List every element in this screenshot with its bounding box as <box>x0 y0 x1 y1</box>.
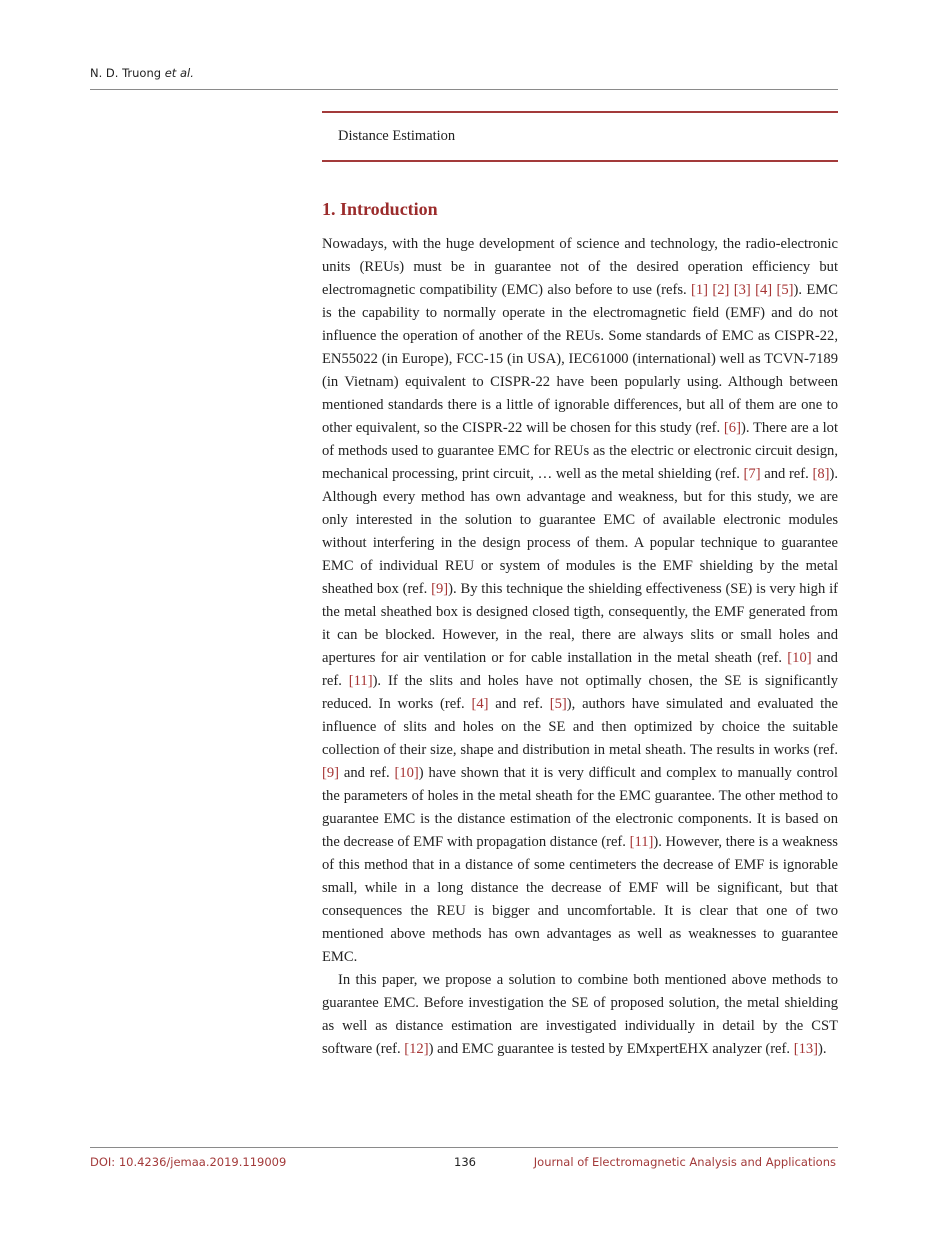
citation-link[interactable]: [13] <box>793 1041 819 1057</box>
doi-link[interactable]: DOI: 10.4236/jemaa.2019.119009 <box>90 1155 287 1169</box>
citation-link[interactable]: [9] <box>322 765 340 781</box>
section-title: 1. Introduction <box>322 199 438 219</box>
keywords-bottom-rule <box>322 160 838 162</box>
paragraph-text: ). If the slits and holes have not optimally chosen, the SE is significantly reduced. In works (ref. <box>322 673 838 712</box>
paragraph-text: ) and EMC guarantee is tested by EMxpertEHX analyzer (ref. <box>428 1041 794 1057</box>
paragraph-text: In this paper, we propose a solution to combine both mentioned above methods to guarantee EMC. Before investigation the SE of proposed solution, the metal shielding as well as distance estimation are investigated individually in detail by the CST software (ref. <box>322 972 838 1057</box>
keywords-top-rule <box>322 111 838 113</box>
citation-link[interactable]: [8] <box>812 466 830 482</box>
citation-link[interactable]: [10] <box>787 650 812 666</box>
paragraph-text: and ref. <box>339 765 395 781</box>
citation-link[interactable]: [1] <box>691 282 709 298</box>
citation-link[interactable]: [11] <box>348 673 373 689</box>
citation-link[interactable]: [3] <box>733 282 751 298</box>
page-number: 136 <box>454 1155 476 1169</box>
keywords-text: Distance Estimation <box>338 128 456 144</box>
citation-link[interactable]: [10] <box>394 765 419 781</box>
paragraph-text: and ref. <box>322 650 838 689</box>
citation-link[interactable]: [2] <box>712 282 730 298</box>
paragraph-text: ). By this technique the shielding effectiveness (SE) is very high if the metal sheathed box is designed closed tigth, consequently, the EMF generated from it can be blocked. However, in the real, there are always slits or small holes and apertures for air ventilation or for cable installation in the metal sheath (ref. <box>322 581 838 666</box>
citation-link[interactable]: [5] <box>549 696 567 712</box>
paragraph-text: ). EMC is the capability to normally operate in the electromagnetic field (EMF) and do not influence the operation of another of the REUs. Some standards of EMC as CISPR-22, EN55022 (in Europe), FCC-15 (in USA), IEC61000 (international) well as TCVN-7189 (in Vietnam) equivalent to CISPR-22 have been popularly using. Although between mentioned standards there is a little of ignorable differences, but all of them are one to other equivalent, so the CISPR-22 will be chosen for this study (ref. <box>322 282 838 436</box>
paragraph <box>322 969 838 1061</box>
body-text <box>322 233 838 1061</box>
citation-link[interactable]: [4] <box>471 696 489 712</box>
journal-name[interactable]: Journal of Electromagnetic Analysis and Applications <box>533 1155 836 1169</box>
header-authors: N. D. Truong <box>90 66 162 80</box>
citation-link[interactable]: [6] <box>723 420 741 436</box>
paragraph-text: Nowadays, with the huge development of science and technology, the radio-electronic units (REUs) must be in guarantee not of the desired operation efficiency but electromagnetic compatibility (EMC) also before to use (refs. <box>322 236 838 298</box>
paragraph-text: ). Although every method has own advantage and weakness, but for this study, we are only interested in the solution to guarantee EMC of available electronic modules without interfering in the design process of them. A popular technique to guarantee EMC of individual REU or system of modules is the EMF shielding by the metal sheathed box (ref. <box>322 466 838 597</box>
citation-link[interactable]: [11] <box>629 834 654 850</box>
footer-divider <box>90 1147 838 1148</box>
citation-link[interactable]: [4] <box>755 282 773 298</box>
paragraph-text: ) have shown that it is very difficult and complex to manually control the parameters of holes in the metal sheath for the EMC guarantee. The other method to guarantee EMC is the distance estimation of the electronic components. It is based on the decrease of EMF with propagation distance (ref. <box>322 765 838 850</box>
citation-link[interactable]: [5] <box>776 282 794 298</box>
header-divider <box>90 89 838 90</box>
citation-link[interactable]: [9] <box>431 581 449 597</box>
header-etal: et al. <box>164 66 194 80</box>
paragraph-text: ). However, there is a weakness of this method that in a distance of some centimeters the decrease of EMF is ignorable small, while in a long distance the decrease of EMF will be significant, but that consequences the REU is bigger and uncomfortable. It is clear that one of two mentioned above methods has own advantages as well as weaknesses to guarantee EMC. <box>322 834 838 965</box>
paragraph-text: ). There are a lot of methods used to guarantee EMC for REUs as the electric or electronic circuit design, mechanical processing, print circuit, … well as the metal shielding (ref. <box>322 420 839 482</box>
paragraph-text: and ref. <box>760 466 813 482</box>
paragraph-text: and ref. <box>488 696 550 712</box>
citation-link[interactable]: [7] <box>743 466 761 482</box>
paragraph <box>322 233 838 969</box>
running-header <box>90 66 194 80</box>
citation-link[interactable]: [12] <box>404 1041 429 1057</box>
paragraph-text: ). <box>818 1041 827 1057</box>
paragraph-text: ), authors have simulated and evaluated the influence of slits and holes on the SE and then optimized by choice the suitable collection of their size, shape and distribution in metal sheath. The results in works (ref. <box>322 696 838 758</box>
